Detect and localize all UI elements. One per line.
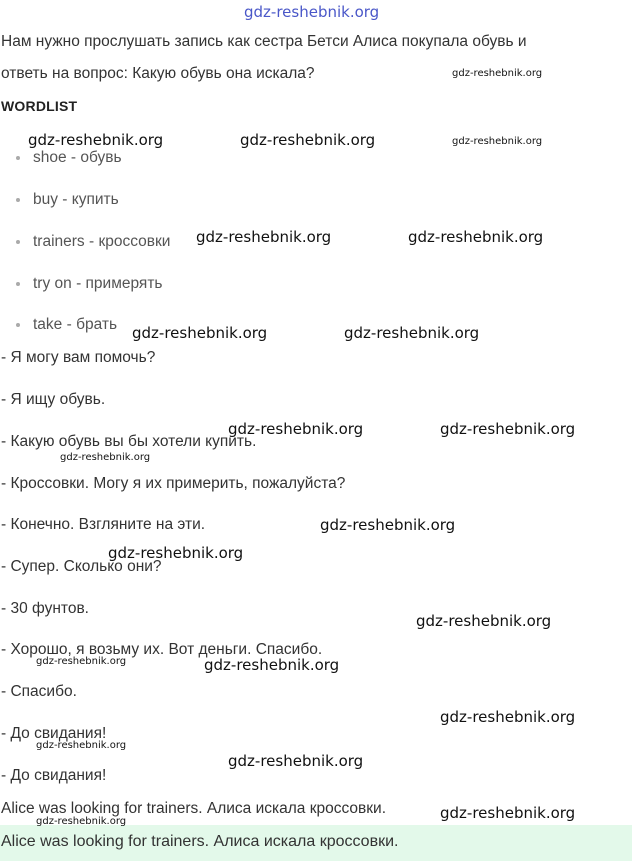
watermark: gdz-reshebnik.org [196,228,332,246]
answer-highlight [0,825,632,861]
bullet-dot [16,323,20,327]
watermark: gdz-reshebnik.org [440,708,576,726]
watermark: gdz-reshebnik.org [204,656,340,674]
dialogue-line: - Конечно. Взгляните на эти. [1,516,206,533]
watermark: gdz-reshebnik.org [440,420,576,438]
bullet-dot [16,282,20,286]
dialogue-line: - Спасибо. [1,683,77,700]
watermark: gdz-reshebnik.org [452,136,543,147]
watermark: gdz-reshebnik.org [36,816,127,827]
watermark: gdz-reshebnik.org [228,752,364,770]
watermark: gdz-reshebnik.org [440,804,576,822]
watermark: gdz-reshebnik.org [228,420,364,438]
answer-highlight-text: Alice was looking for trainers. Алиса искала кроссовки. [1,833,399,850]
task-line-2: ответь на вопрос: Какую обувь она искала? [1,65,315,82]
watermark: gdz-reshebnik.org [28,131,164,149]
list-item: take - брать [33,316,118,333]
watermark: gdz-reshebnik.org [240,131,376,149]
dialogue-line: - Я ищу обувь. [1,391,106,408]
watermark: gdz-reshebnik.org [408,228,544,246]
watermark: gdz-reshebnik.org [452,68,543,79]
bullet-dot [16,156,20,160]
watermark: gdz-reshebnik.org [36,656,127,667]
dialogue-line: - До свидания! [1,767,107,784]
dialogue-line: - Хорошо, я возьму их. Вот деньги. Спасибо. [1,641,323,658]
watermark: gdz-reshebnik.org [132,324,268,342]
dialogue-line: - 30 фунтов. [1,600,89,617]
bullet-dot [16,198,20,202]
list-item: trainers - кроссовки [33,233,171,250]
list-item: shoe - обувь [33,149,122,166]
dialogue-line: - До свидания! [1,725,107,742]
bullet-dot [16,240,20,244]
watermark: gdz-reshebnik.org [416,612,552,630]
watermark-top: gdz-reshebnik.org [244,3,380,21]
watermark: gdz-reshebnik.org [108,544,244,562]
watermark: gdz-reshebnik.org [36,740,127,751]
wordlist-heading: WORDLIST [1,98,78,114]
list-item: try on - примерять [33,275,163,292]
watermark: gdz-reshebnik.org [320,516,456,534]
dialogue-line: - Я могу вам помочь? [1,349,156,366]
watermark: gdz-reshebnik.org [60,452,151,463]
task-line-1: Нам нужно прослушать запись как сестра Бетси Алиса покупала обувь и [1,33,527,50]
dialogue-line: - Какую обувь вы бы хотели купить. [1,433,257,450]
answer-text: Alice was looking for trainers. Алиса искала кроссовки. [1,800,387,817]
list-item: buy - купить [33,191,119,208]
dialogue-line: - Кроссовки. Могу я их примерить, пожалуйста? [1,475,346,492]
watermark: gdz-reshebnik.org [344,324,480,342]
dialogue-line: - Супер. Сколько они? [1,558,162,575]
